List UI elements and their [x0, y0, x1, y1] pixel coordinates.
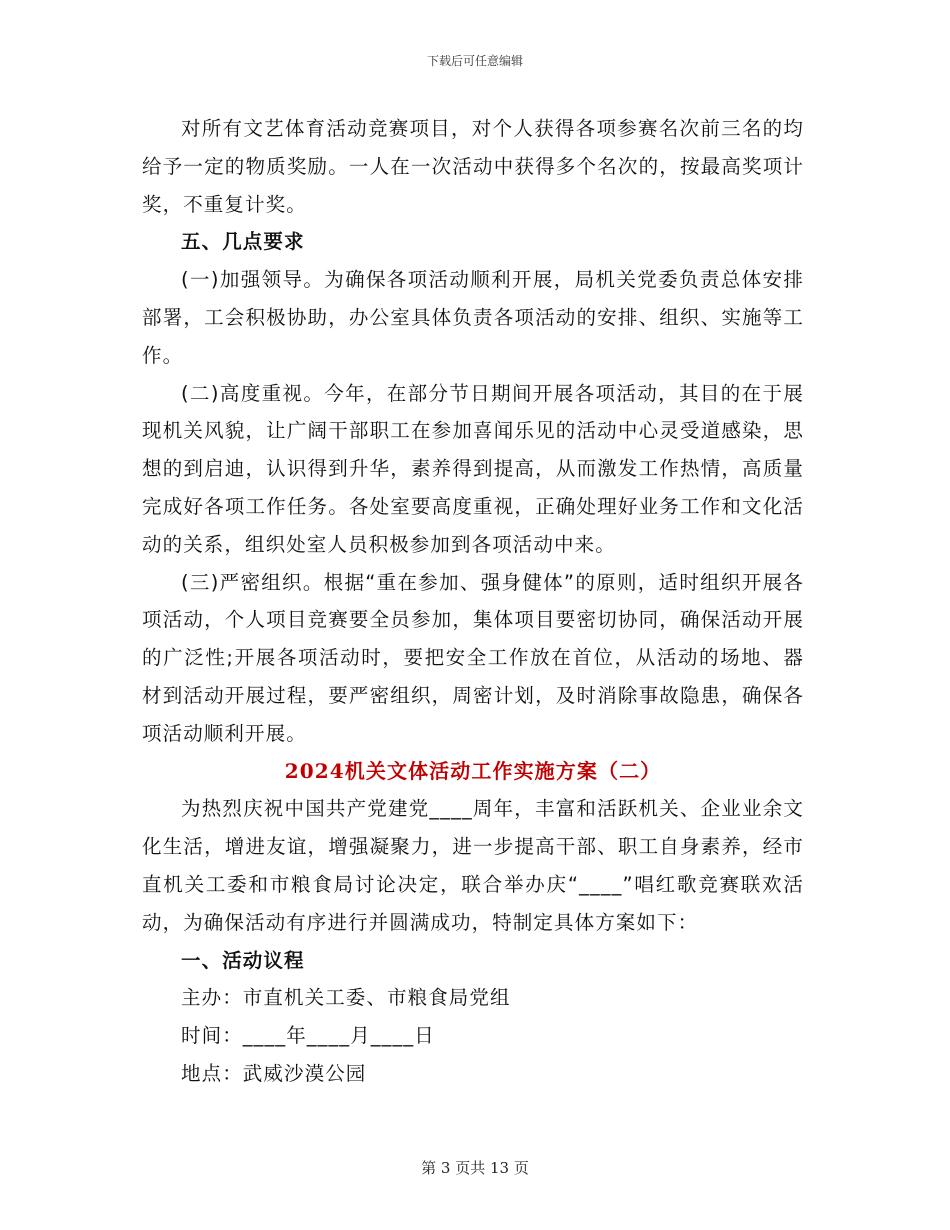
paragraph-importance: (二)高度重视。今年，在部分节日期间开展各项活动，其目的在于展现机关风貌，让广阔干部职工在参加喜闻乐见的活动中心灵受道感染，思想的到启迪，认识得到升华，素养得到提高，从而激发工作热情，高质量完成好各项工作任务。各处室要高度重视，正确处理好业务工作和文化活动的关系，组织处室人员积极参加到各项活动中来。 — [142, 381, 804, 556]
page-footer: 第 3 页共 13 页 — [421, 1159, 529, 1177]
section-heading-requirements: 五、几点要求 — [181, 230, 305, 254]
paragraph-leadership: (一)加强领导。为确保各项活动顺利开展，局机关党委负责总体安排部署，工会积极协助，办公室具体负责各项活动的安排、组织、实施等工作。 — [142, 268, 804, 367]
document-body — [142, 110, 804, 1093]
paragraph-organizer: 主办：市直机关工委、市粮食局党组 — [181, 986, 511, 1010]
paragraph-awards: 对所有文艺体育活动竞赛项目，对个人获得各项参赛名次前三名的均给予一定的物质奖励。一人在一次活动中获得多个名次的，按最高奖项计奖，不重复计奖。 — [142, 117, 804, 216]
page-header: 下载后可任意编辑 — [426, 54, 523, 68]
section-heading-agenda: 一、活动议程 — [181, 948, 305, 972]
paragraph-organization: (三)严密组织。根据“重在参加、强身健体”的原则，适时组织开展各项活动，个人项目竞赛要全员参加，集体项目要密切协同，确保活动开展的广泛性;开展各项活动时，要把安全工作放在首位，从活动的场地、器材到活动开展过程，要严密组织，周密计划，及时消除事故隐患，确保各项活动顺利开展。 — [142, 570, 804, 745]
document-title: 2024机关文体活动工作实施方案（二） — [284, 758, 662, 783]
paragraph-time: 时间：____年____月____日 — [181, 1024, 435, 1048]
paragraph-intro: 为热烈庆祝中国共产党建党____周年，丰富和活跃机关、企业业余文化生活，增进友谊，增强凝聚力，进一步提高干部、职工自身素养，经市直机关工委和市粮食局讨论决定，联合举办庆“____”唱红歌竞赛联欢活动，为确保活动有序进行并圆满成功，特制定具体方案如下： — [142, 797, 804, 934]
paragraph-location: 地点：武威沙漠公园 — [181, 1061, 367, 1085]
